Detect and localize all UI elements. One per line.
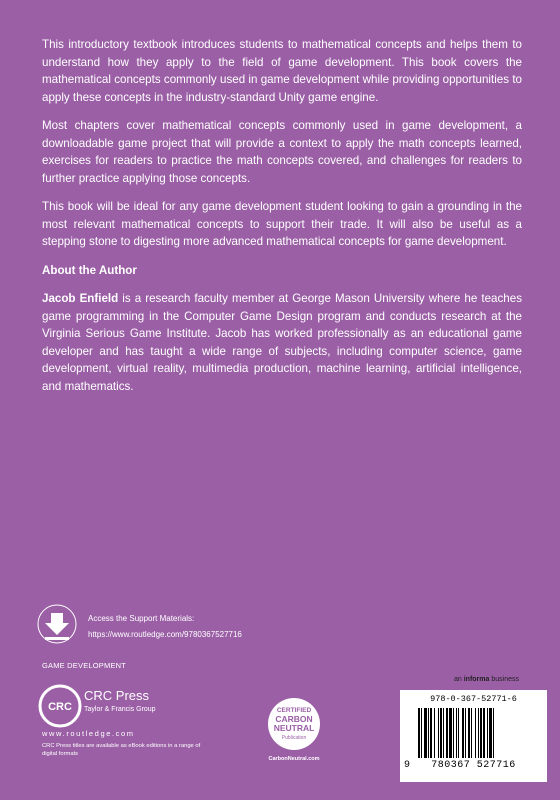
description-paragraph-2: Most chapters cover mathematical concepts commonly used in game development, a downloadable game project that will provide a context to apply the math concepts learned, exercises for readers to practice the math concepts covered, and challenges for readers to further practice applying those concepts. <box>42 119 522 185</box>
crc-logo-icon <box>38 684 82 728</box>
description-paragraph-1: This introductory textbook introduces students to mathematical concepts and helps them to understand how they apply to the field of game development. This book covers the mathematical concepts commonly used in game development while providing opportunities to apply these concepts in the industry-standard Unity game engine. <box>42 38 522 104</box>
description-paragraph-3: This book will be ideal for any game development student looking to gain a grounding in the most relevant mathematical concepts to support their trade. It will also be useful as a stepping stone to digesting more advanced mathematical concepts for game development. <box>42 200 522 248</box>
support-materials <box>36 603 336 643</box>
isbn-top-text: 978-0-367-52771-6 <box>430 694 517 704</box>
about-author-heading: About the Author <box>42 263 137 277</box>
publisher-group: Taylor & Francis Group <box>84 706 156 713</box>
svg-text:Publication: Publication <box>281 735 307 741</box>
download-arrow-icon <box>36 603 78 645</box>
publisher-url[interactable]: www.routledge.com <box>42 729 135 738</box>
barcode-bars <box>418 708 529 758</box>
svg-text:CRC: CRC <box>48 701 72 713</box>
support-title: Access the Support Materials: <box>88 614 195 623</box>
author-name: Jacob Enfield <box>42 292 119 305</box>
isbn-bottom-text: 780367 527716 <box>431 760 516 771</box>
svg-text:CarbonNeutral.com: CarbonNeutral.com <box>268 756 320 762</box>
category-label: GAME DEVELOPMENT <box>42 661 127 670</box>
svg-text:CARBON: CARBON <box>275 714 313 724</box>
isbn-lead-digit: 9 <box>404 760 411 771</box>
publisher-note: CRC Press titles are available as eBook editions in a range of digital formats <box>42 743 201 757</box>
author-bio <box>42 290 522 395</box>
informa-business-label: an informa business <box>454 676 519 683</box>
author-bio-text: is a research faculty member at George Mason University where he teaches game programming in the Computer Game Design program and conducts research at the Virginia Serious Game Institute. Jacob has worked professionally as an educational game developer and has taught a wide range of subjects, including computer science, game development, virtual reality, multimedia production, machine learning, artificial intelligence, and mathematics. <box>42 292 522 393</box>
support-url-link[interactable]: https://www.routledge.com/9780367527716 <box>88 630 242 639</box>
informa-brand: informa <box>463 676 490 683</box>
svg-text:NEUTRAL: NEUTRAL <box>273 723 315 733</box>
publisher-name: CRC Press <box>84 688 150 703</box>
svg-text:CERTIFIED: CERTIFIED <box>276 707 312 714</box>
carbon-neutral-seal-icon <box>254 688 334 768</box>
isbn-barcode <box>400 690 547 782</box>
description-block <box>42 36 522 406</box>
